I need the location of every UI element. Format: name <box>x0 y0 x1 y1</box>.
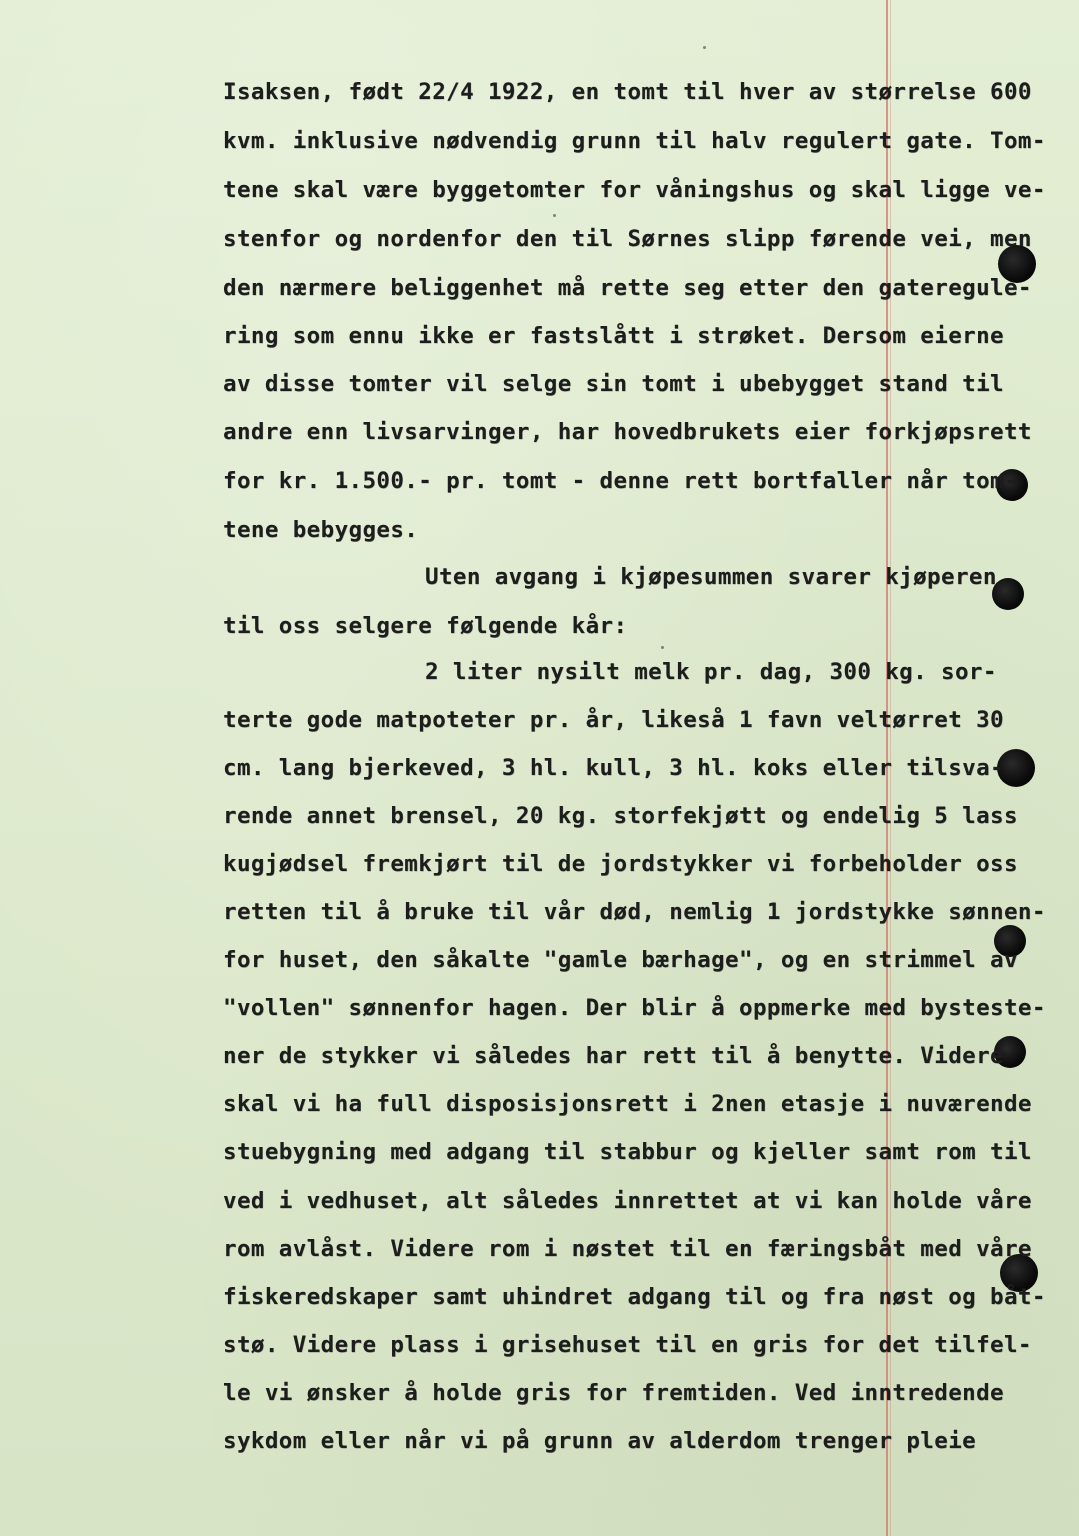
text-line: stuebygning med adgang til stabbur og kjeller samt rom til <box>223 1139 1032 1165</box>
text-line: andre enn livsarvinger, har hovedbrukets eier forkjøpsrett <box>223 419 1032 445</box>
text-line: le vi ønsker å holde gris for fremtiden. Ved inntredende <box>223 1380 1004 1406</box>
text-line: kugjødsel fremkjørt til de jordstykker vi forbeholder oss <box>223 851 1018 877</box>
text-line: til oss selgere følgende kår: <box>223 613 628 639</box>
text-line: skal vi ha full disposisjonsrett i 2nen etasje i nuværende <box>223 1091 1032 1117</box>
text-line: fiskeredskaper samt uhindret adgang til og fra nøst og båt- <box>223 1284 1046 1310</box>
text-line: Uten avgang i kjøpesummen svarer kjøperen <box>425 564 997 590</box>
text-line: "vollen" sønnenfor hagen. Der blir å oppmerke med bysteste- <box>223 995 1046 1021</box>
text-line: rom avlåst. Videre rom i nøstet til en færingsbåt med våre <box>223 1236 1032 1262</box>
text-line: for huset, den såkalte "gamle bærhage", og en strimmel av <box>223 947 1018 973</box>
text-line: ved i vedhuset, alt således innrettet at vi kan holde våre <box>223 1188 1032 1214</box>
text-line: cm. lang bjerkeved, 3 hl. kull, 3 hl. koks eller tilsva- <box>223 755 1004 781</box>
text-line: Isaksen, født 22/4 1922, en tomt til hver av størrelse 600 <box>223 79 1032 105</box>
text-line: retten til å bruke til vår død, nemlig 1 jordstykke sønnen- <box>223 899 1046 925</box>
text-line: stenfor og nordenfor den til Sørnes slipp førende vei, men <box>223 226 1032 252</box>
text-line: sykdom eller når vi på grunn av alderdom trenger pleie <box>223 1428 977 1454</box>
text-line: ner de stykker vi således har rett til å benytte. Videre <box>223 1043 1004 1069</box>
text-line: av disse tomter vil selge sin tomt i ubebygget stand til <box>223 371 1004 397</box>
text-line: rende annet brensel, 20 kg. storfekjøtt og endelig 5 lass <box>223 803 1018 829</box>
text-line: for kr. 1.500.- pr. tomt - denne rett bortfaller når tom- <box>223 468 1018 494</box>
text-line: den nærmere beliggenhet må rette seg etter den gateregule- <box>223 275 1032 301</box>
text-line: tene bebygges. <box>223 517 419 543</box>
text-line: stø. Videre plass i grisehuset til en gris for det tilfel- <box>223 1332 1032 1358</box>
text-line: ring som ennu ikke er fastslått i strøket. Dersom eierne <box>223 323 1004 349</box>
text-line: terte gode matpoteter pr. år, likeså 1 favn veltørret 30 <box>223 707 1004 733</box>
text-line: kvm. inklusive nødvendig grunn til halv regulert gate. Tom- <box>223 128 1046 154</box>
text-line: tene skal være byggetomter for våningshus og skal ligge ve- <box>223 177 1046 203</box>
text-line: 2 liter nysilt melk pr. dag, 300 kg. sor- <box>425 659 997 685</box>
